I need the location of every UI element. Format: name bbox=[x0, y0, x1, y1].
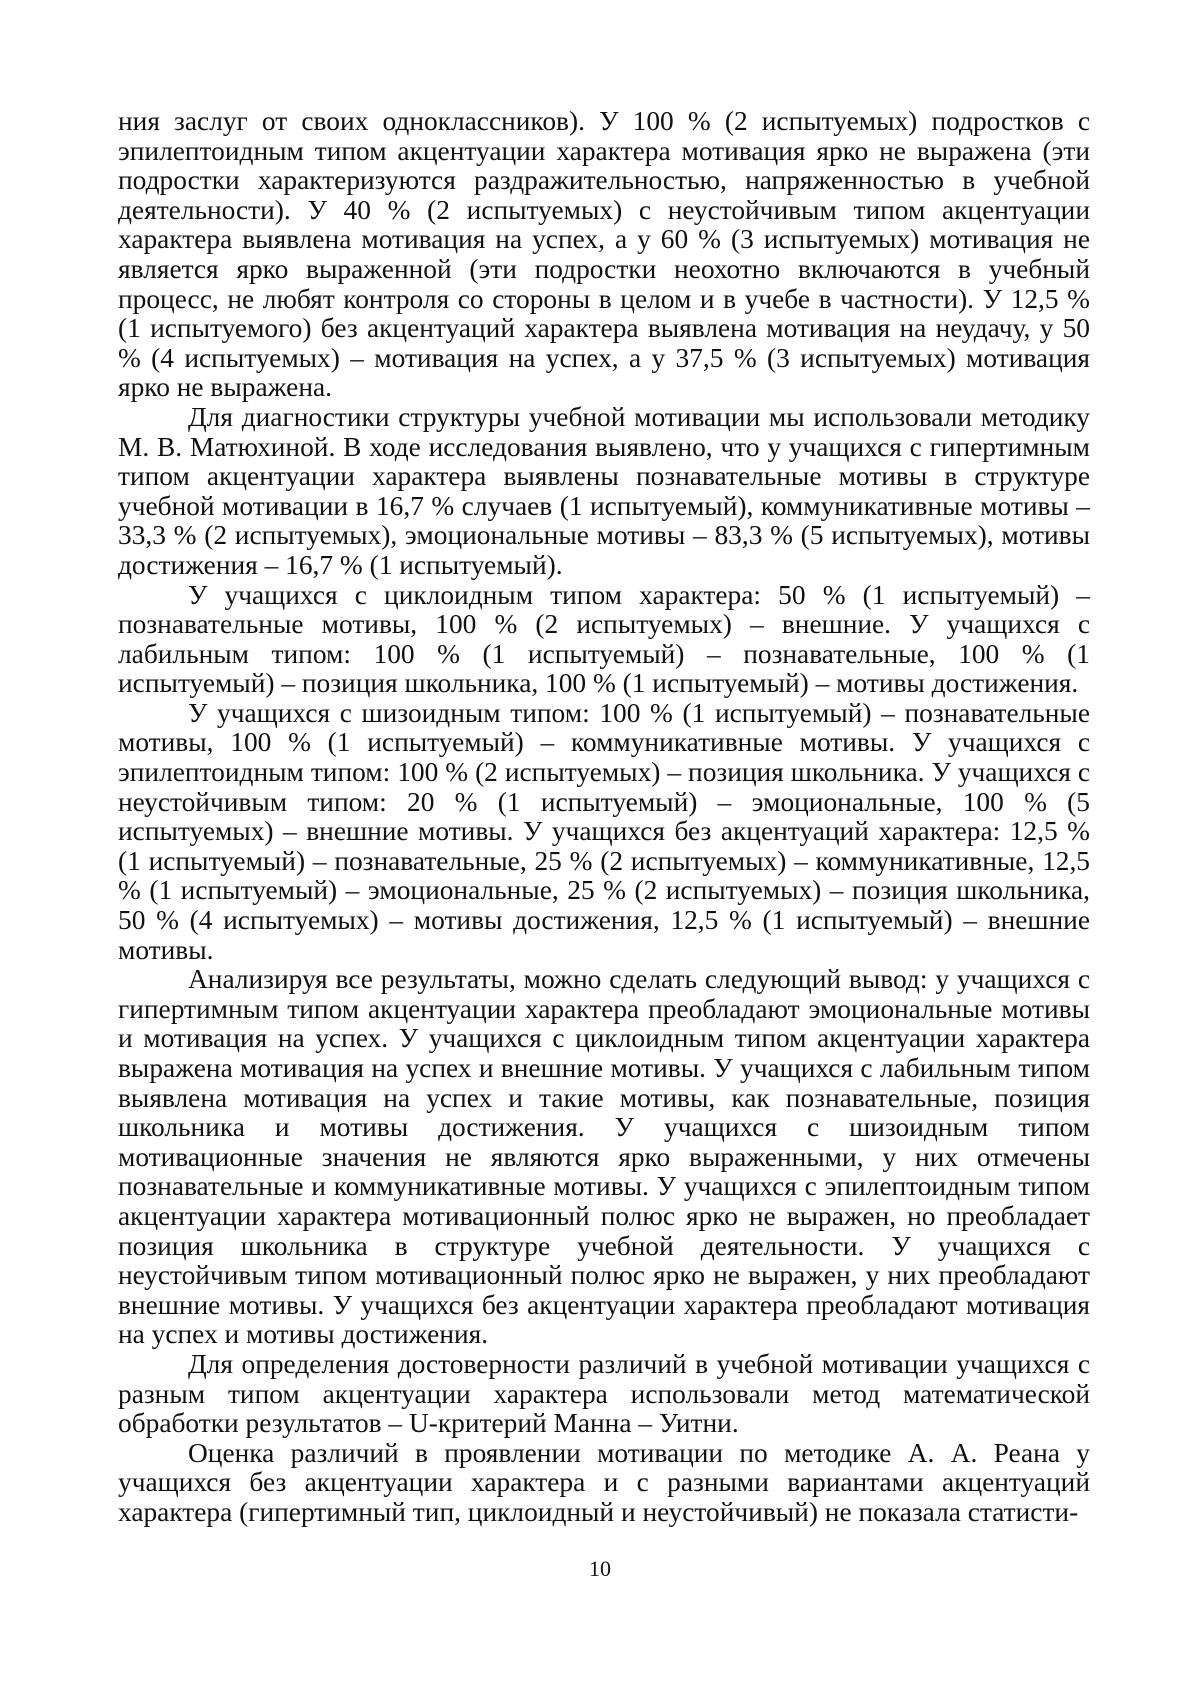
page-number: 10 bbox=[589, 1556, 611, 1581]
document-page bbox=[118, 107, 1090, 1528]
paragraph-6: Для определения достоверности различий в учебной мотивации учащихся с разным типом акцентуации характера использовали метод математической обработки результатов – U-критерий Манна – Уитни. bbox=[118, 1348, 1090, 1439]
paragraph-3: У учащихся с циклоидным типом характера: 50 % (1 испытуемый) – познавательные мотивы, 100 % (2 испытуемых) – внешние. У учащихся с лабильным типом: 100 % (1 испытуемый) – познавательные, 100 % (1 испытуемый) – позиция школьника, 100 % (1 испытуемый) – мотивы достижения. bbox=[118, 579, 1090, 699]
paragraph-5: Анализируя все результаты, можно сделать следующий вывод: у учащихся с гипертимным типом акцентуации характера преобладают эмоциональные мотивы и мотивация на успех. У учащихся с циклоидным типом акцентуации характера выражена мотивация на успех и внешние мотивы. У учащихся с лабильным типом выявлена мотивация на успех и такие мотивы, как познавательные, позиция школьника и мотивы достижения. У учащихся с шизоидным типом мотивационные значения не являются ярко выраженными, у них отмечены познавательные и коммуникативные мотивы. У учащихся с эпилептоидным типом акцентуации характера мотивационный полюс ярко не выражен, но преобладает позиция школьника в структуре учебной деятельности. У учащихся с неустойчивым типом мотивационный полюс ярко не выражен, у них преобладают внешние мотивы. У учащихся без акцентуации характера преобладают мотивация на успех и мотивы достижения. bbox=[118, 964, 1090, 1350]
paragraph-2: Для диагностики структуры учебной мотивации мы использовали методику М. В. Матюхиной. В ходе исследования выявлено, что у учащихся с гипертимным типом акцентуации характера выявлены познавательные мотивы в структуре учебной мотивации в 16,7 % случаев (1 испытуемый), коммуникативные мотивы – 33,3 % (2 испытуемых), эмоциональные мотивы – 83,3 % (5 испытуемых), мотивы достижения – 16,7 % (1 испытуемый). bbox=[118, 401, 1090, 580]
paragraph-7: Оценка различий в проявлении мотивации по методике А. А. Реана у учащихся без акцентуации характера и с разными вариантами акцентуаций характера (гипертимный тип, циклоидный и неустойчивый) не показала статисти- bbox=[118, 1437, 1090, 1527]
paragraph-1: ния заслуг от своих одноклассников). У 100 % (2 испытуемых) подростков с эпилептоидным типом акцентуации характера мотивация ярко не выражена (эти подростки характеризуются раздражительностью, напряженностью в учебной деятельности). У 40 % (2 испытуемых) с неустойчивым типом акцентуации характера выявлена мотивация на успех, а у 60 % (3 испытуемых) мотивация не является ярко выраженной (эти подростки неохотно включаются в учебный процесс, не любят контроля со стороны в целом и в учебе в частности). У 12,5 % (1 испытуемого) без акцентуаций характера выявлена мотивация на неудачу, у 50 % (4 испытуемых) – мотивация на успех, а у 37,5 % (3 испытуемых) мотивация ярко не выражена. bbox=[118, 106, 1090, 403]
paragraph-4: У учащихся с шизоидным типом: 100 % (1 испытуемый) – познавательные мотивы, 100 % (1 испытуемый) – коммуникативные мотивы. У учащихся с эпилептоидным типом: 100 % (2 испытуемых) – позиция школьника. У учащихся с неустойчивым типом: 20 % (1 испытуемый) – эмоциональные, 100 % (5 испытуемых) – внешние мотивы. У учащихся без акцентуаций характера: 12,5 % (1 испытуемый) – познавательные, 25 % (2 испытуемых) – коммуникативные, 12,5 % (1 испытуемый) – эмоциональные, 25 % (2 испытуемых) – позиция школьника, 50 % (4 испытуемых) – мотивы достижения, 12,5 % (1 испытуемый) – внешние мотивы. bbox=[118, 697, 1090, 965]
